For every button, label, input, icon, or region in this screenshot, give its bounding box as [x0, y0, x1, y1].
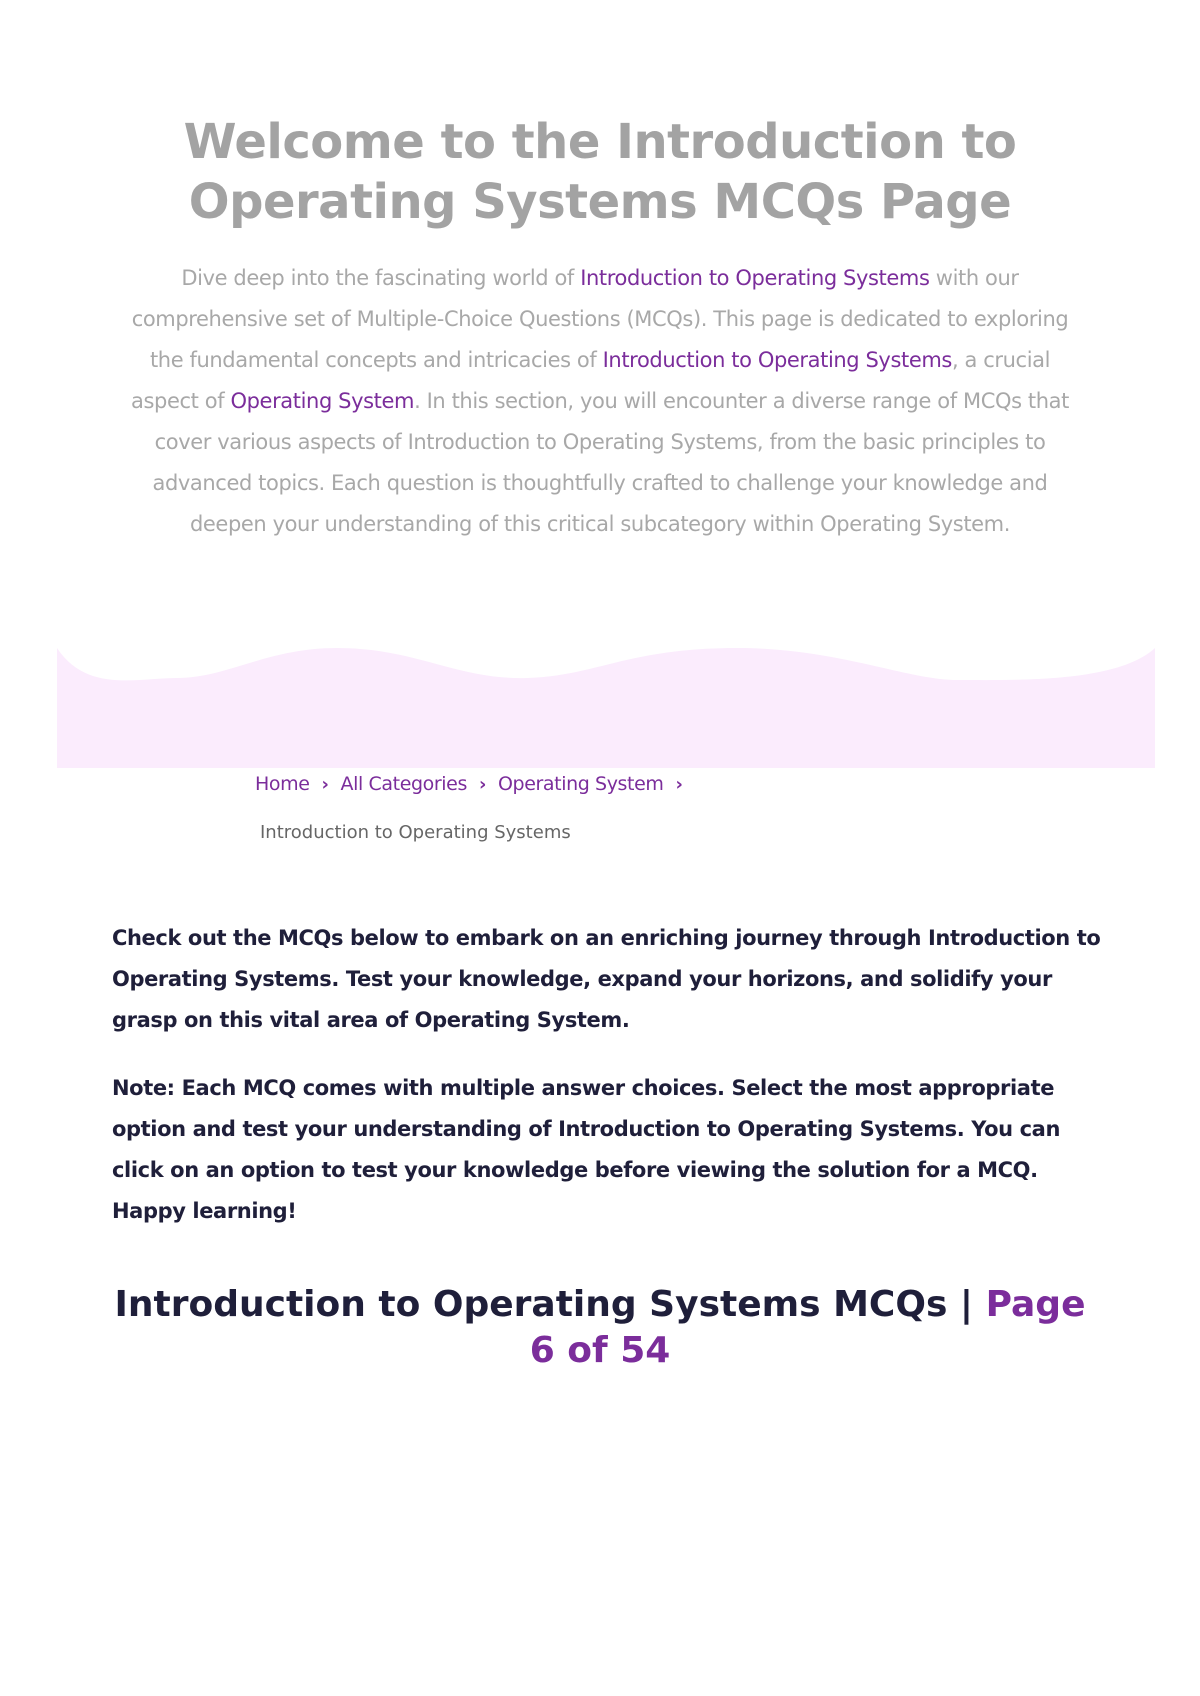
breadcrumb [255, 773, 683, 795]
intro-text: Dive deep into the fascinating world of [181, 266, 581, 290]
page-indicator: Page 6 of 54 [529, 1284, 1086, 1371]
chevron-right-icon: › [675, 773, 683, 795]
intro-link-topic[interactable]: Introduction to Operating Systems [580, 266, 930, 290]
section-heading-text: Introduction to Operating Systems MCQs | [114, 1284, 986, 1325]
intro-text: , a crucial aspect of [131, 348, 1051, 413]
intro-text: with our comprehensive set of Multiple-Choice Questions (MCQs). This page is dedicated to exploring the fundamental concepts and intricacies of [131, 266, 1069, 372]
breadcrumb-home[interactable]: Home [255, 773, 310, 795]
intro-link-category[interactable]: Operating System [230, 389, 415, 413]
page-title: Welcome to the Introduction to Operating Systems MCQs Page [183, 114, 1017, 230]
intro-text: . In this section, you will encounter a diverse range of MCQs that cover various aspects of Introduction to Operating Systems, from the basic principles to advanced topics. Each question is thoughtfully crafted to challenge your knowledge and deepen your understanding of this critical subcategory within Operating System. [152, 389, 1069, 536]
chevron-right-icon: › [478, 773, 486, 795]
intro-paragraph [125, 258, 1075, 545]
intro-link-topic-2[interactable]: Introduction to Operating Systems [602, 348, 952, 372]
intro-instructions: Check out the MCQs below to embark on an enriching journey through Introduction to Operating Systems. Test your knowledge, expand your horizons, and solidify your grasp on this vital area of Operating System. [112, 926, 1101, 1032]
breadcrumb-operating-system[interactable]: Operating System [498, 773, 664, 795]
breadcrumb-current: Introduction to Operating Systems [260, 822, 571, 843]
note-text: Each MCQ comes with multiple answer choices. Select the most appropriate option and test your understanding of Introduction to Operating Systems. You can click on an option to test your knowledge before viewing the solution for a MCQ. Happy learning! [112, 1076, 1061, 1223]
wave-divider [57, 648, 1155, 768]
chevron-right-icon: › [321, 773, 329, 795]
note-paragraph [112, 1068, 1102, 1232]
section-heading [100, 1282, 1100, 1374]
breadcrumb-all-categories[interactable]: All Categories [340, 773, 467, 795]
note-label: Note: [112, 1076, 175, 1100]
